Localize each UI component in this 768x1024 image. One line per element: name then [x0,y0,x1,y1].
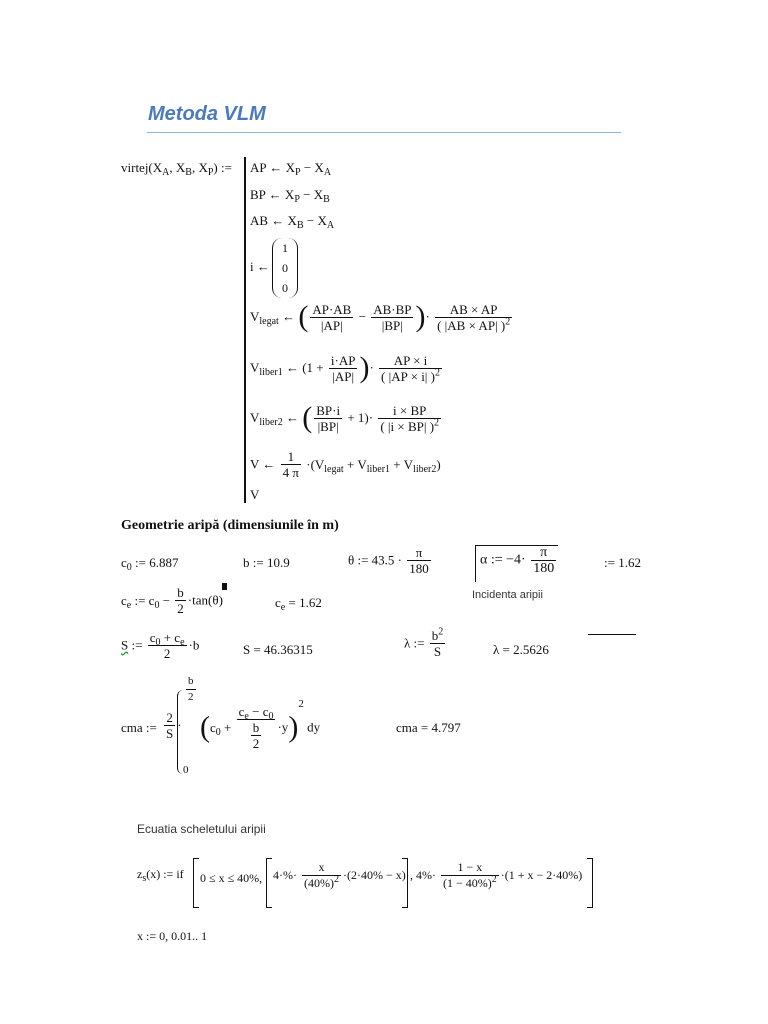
incidenta-label: Incidenta aripii [472,589,543,601]
line-ab: AB ← $X_B - X_A$ [250,213,335,231]
line-ap: AP ← $X_P - X_A$ [250,160,332,178]
integral-upper-limit: $\frac{b}{2}$ [188,675,194,703]
cma-factor: $\frac{2}{S}$ · [166,710,182,741]
line-vlegat: $V_{legat}$ ← ( $\frac{AP\cdot AB}{|AP|}$ − $\frac{AB\cdot BP}{|BP|}$ )· $\frac{AB \times AP}{( |AB \times AP| )^2}$ [250,300,511,333]
cma-label: cma := [121,720,157,735]
ce-result: $c_e = 1.62$ [275,595,322,613]
unit-vector-i: 1 0 0 [272,238,298,298]
lambda-result: λ = 2.5626 [493,642,549,657]
virtej-signature: $virtej(X_A$, $X_B$, $X_P$) := [121,160,232,178]
program-bar [244,157,246,503]
page-title: Metoda VLM [148,103,266,125]
skeleton-label: Ecuatia scheletului aripii [137,822,266,836]
ce-def: $c_e$ := $c_0$ − $\frac{b}{2}$ ·tan(θ) [121,585,223,616]
if-condition: 0 ≤ x ≤ 40%, [200,871,263,885]
integral-lower-limit: 0 [183,764,189,776]
geometry-heading: Geometrie aripă (dimensiunile în m) [121,518,339,533]
partial-def: := 1.62 [604,555,641,570]
zs-def: $z_s(x)$ := if [137,866,184,884]
if-bracket-left [193,858,199,908]
c0-def: $c_0$ := 6.887 [121,555,179,573]
text-cursor [222,583,227,590]
offpage-fragment [588,634,636,640]
cma-integrand: ($c_0$ + $\frac{c_e - c_0}{\frac{b}{2}}$ ·y)$^2$ dy [200,698,321,751]
b-def: b := 10.9 [243,555,290,570]
cma-result: cma = 4.797 [396,720,461,735]
line-vliber2: $V_{liber2}$ ← ( $\frac{BP\cdot i}{|BP|}$ + 1)· $\frac{i \times BP}{( |i \times BP| )^2}$ [250,401,440,434]
line-i: i ← [250,259,270,274]
x-range: x := 0, 0.01.. 1 [137,929,208,943]
lambda-def: λ := $\frac{b^2}{S}$ [404,626,444,659]
line-return-v: V [250,487,260,502]
line-bp: BP ← $X_P - X_B$ [250,187,330,205]
title-underline [147,132,621,133]
theta-def: θ := 43.5 · $\frac{\pi}{180}$ [348,545,429,576]
branch2: , 4%· $\frac{1 - x}{(1 - 40\%)^2}$ ·(1 + x − 2·40%) [410,860,583,890]
alpha-def: α := −4· $\frac{\pi}{180}$ [480,545,555,576]
branch1-bracket-left [266,858,272,908]
line-v: V ← $\frac{1}{4 \pi}$ $\cdot(V_{legat} + V_{liber1} + V_{liber2})$ [250,449,441,480]
if-bracket-right [587,858,593,908]
branch1: 4·%· $\frac{x}{(40\%)^2}$ ·(2·40% − x) [273,860,406,890]
line-vliber1: $V_{liber1}$ ← (1 + $\frac{i\cdot AP}{|AP|}$ )· $\frac{AP \times i}{( |AP \times i| )^2}$ [250,351,440,384]
S-result: S = 46.36315 [243,642,313,657]
branch1-bracket-right [402,858,408,908]
S-def: S := $\frac{c_0 + c_e}{2}$ ·b [121,630,200,661]
